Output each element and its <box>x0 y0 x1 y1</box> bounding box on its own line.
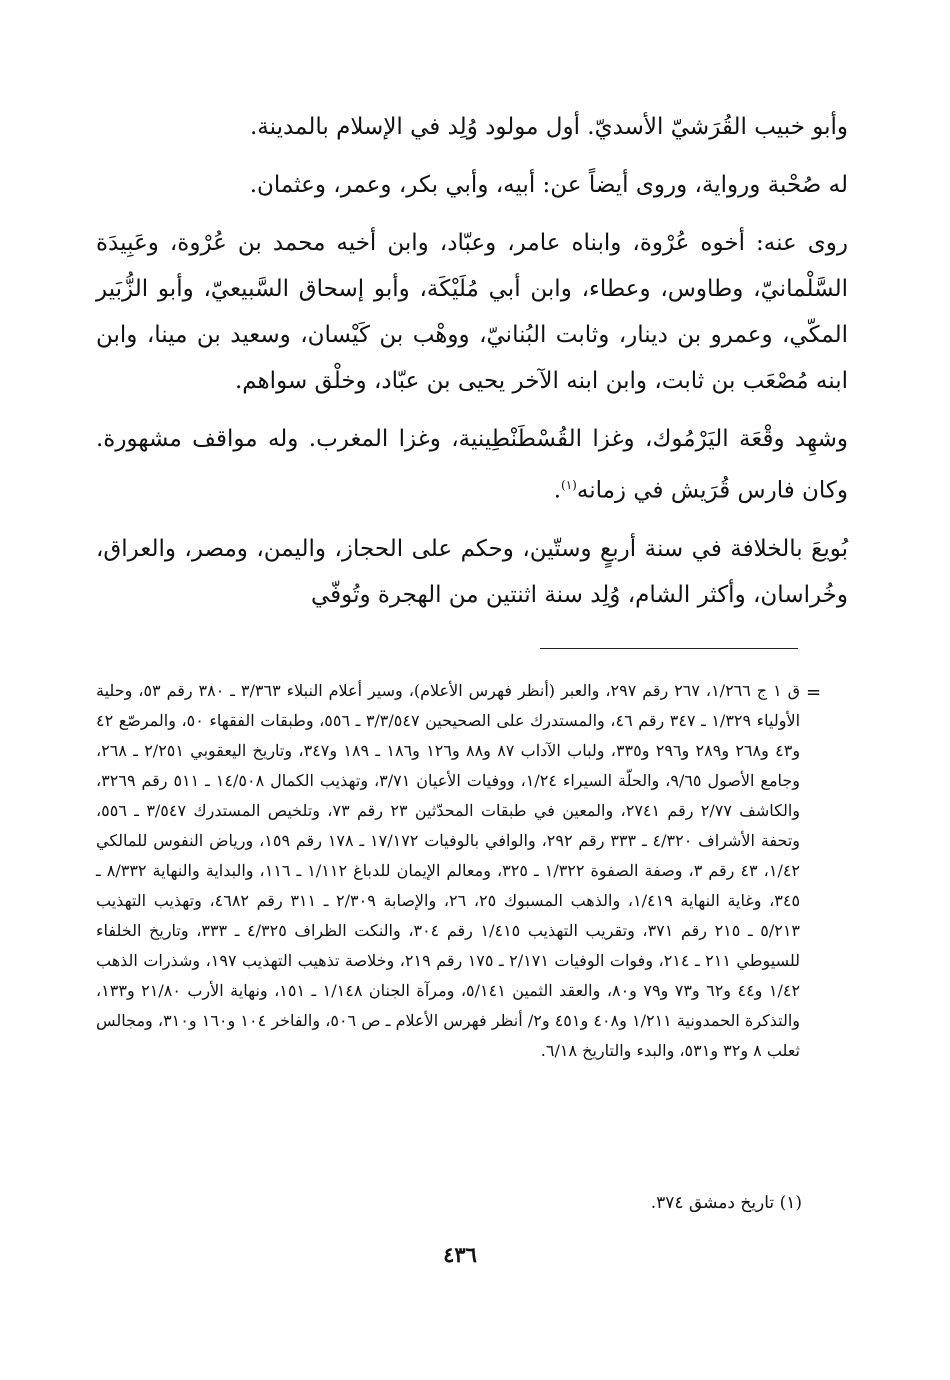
page-number: ٤٣٦ <box>443 1242 477 1267</box>
main-paragraph-4-text: وشهِد وقْعَة اليَرْمُوك، وغزا القُسْطَنْطِينية، وغزا المغرب. وله مواقف مشهورة. وكان فارس قُرَيش في زمانه <box>96 426 848 504</box>
main-paragraph-4: وشهِد وقْعَة اليَرْمُوك، وغزا القُسْطَنْطِينية، وغزا المغرب. وله مواقف مشهورة. وكان فارس قُرَيش في زمانه$^{(١)}$. <box>96 426 848 504</box>
footnote-reference: (١) <box>561 478 577 492</box>
main-paragraph-3: روى عنه: أخوه عُرْوة، وابناه عامر، وعبّاد، وابن أخيه محمد بن عُرْوة، وعَبِيدَة السَّلْمانيّ، وطاوس، وعطاء، وابن أبي مُلَيْكَة، وأبو إسحاق السَّبيعيّ، وأبو الزُّبَير المكّي، وعمرو بن دينار، وثابت البُنانيّ، ووهْب بن كَيْسان، وسعيد بن مينا، وابن ابنه مُصْعَب بن ثابت، وابن ابنه الآخر يحيى بن عبّاد، وخلْق سواهم. <box>96 230 848 394</box>
main-paragraph-1: وأبو خبيب القُرَشيّ الأسديّ. أول مولود وُلِد في الإسلام بالمدينة. <box>250 114 848 140</box>
continuation-mark: = <box>806 682 822 703</box>
footnote-1: (١) تاريخ دمشق ٣٧٤. <box>650 1193 802 1213</box>
main-text <box>96 104 848 630</box>
main-paragraph-5: بُويعَ بالخلافة في سنة أربعٍ وستّين، وحكم على الحجاز، واليمن، ومصر، والعراق، وخُراسان، وأكثر الشام، وُلِد سنة اثنتين من الهجرة وتُوفّي <box>96 535 848 608</box>
footnote-separator <box>540 648 798 649</box>
main-paragraph-2: له صُحْبة ورواية، وروى أيضاً عن: أبيه، وأبي بكر، وعمر، وعثمان. <box>249 172 848 198</box>
sources-note: ق ١ ج ١/٢٦٦، ٢٦٧ رقم ٢٩٧، والعبر (أنظر فهرس الأعلام)، وسير أعلام النبلاء ٣/٣٦٣ ـ ٣٨٠ رقم ٥٣، وحلية الأولياء ١/٣٢٩ ـ ٣٤٧ رقم ٤٦، والمستدرك على الصحيحين ٣/٣/٥٤٧ ـ ٥٥٦، وطبقات الفقهاء ٥٠، والمرصّع ٤٢ و٤٣ و٢٦٨ و٢٨٩ و٢٩٦ و٣٣٥، ولباب الآداب ٨٧ و٨٨ و١٢٦ و١٨٦ ـ ١٨٩ و٣٤٧، وتاريخ اليعقوبي ٢/٢٥١ ـ ٢٦٨، وجامع الأصول ٩/٦٥، والحلّة السيراء ١/٢٤، ووفيات الأعيان ٣/٧١، وتهذيب الكمال ١٤/٥٠٨ ـ ٥١١ رقم ٣٢٦٩، والكاشف ٢/٧٧ رقم ٢٧٤١، والمعين في طبقات المحدّثين ٢٣ رقم ٧٣، وتلخيص المستدرك ٣/٥٤٧ ـ ٥٥٦، وتحفة الأشراف ٤/٣٢٠ ـ ٣٣٣ رقم ٢٩٢، والوافي بالوفيات ١٧/١٧٢ ـ ١٧٨ رقم ١٥٩، ورياض النفوس للمالكي ١/٤٢، ٤٣ رقم ٣، وصفة الصفوة ١/٣٢٢ ـ ٣٢٥، ومعالم الإيمان للدباغ ١/١١٢ ـ ١١٦، والبداية والنهاية ٨/٣٣٢ ـ ٣٤٥، وغاية النهاية ١/٤١٩، والذهب المسبوك ٢٥، ٢٦، والإصابة ٢/٣٠٩ ـ ٣١١ رقم ٤٦٨٢، وتهذيب التهذيب ٥/٢١٣ ـ ٢١٥ رقم ٣٧١، وتقريب التهذيب ١/٤١٥ رقم ٣٠٤، والنكت الظراف ٤/٣٢٥ ـ ٣٣٣، وتاريخ الخلفاء للسيوطي ٢١١ ـ ٢١٤، وفوات الوفيات ٢/١٧١ ـ ١٧٥ رقم ٢١٩، وخلاصة تذهيب التهذيب ١٩٧، وشذرات الذهب ١/٤٢ و٤٤ و٦٢ و٧٣ و٧٩ و٨٠، والعقد الثمين ٥/١٤١، ومرآة الجنان ١/١٤٨ ـ ١٥١، ونهاية الأرب ٢١/٨٠ و١٣٣، والتذكرة الحمدونية ١/٢١١ و٤٠٨ و٤٥١ و٢/ أنظر فهرس الأعلام ـ ص ٥٠٦، والفاخر ١٠٤ و١٦٠ و٣١٠، ومجالس ثعلب ٨ و٣٢ و٥٣١، والبدء والتاريخ ٦/١٨. <box>96 681 801 1060</box>
